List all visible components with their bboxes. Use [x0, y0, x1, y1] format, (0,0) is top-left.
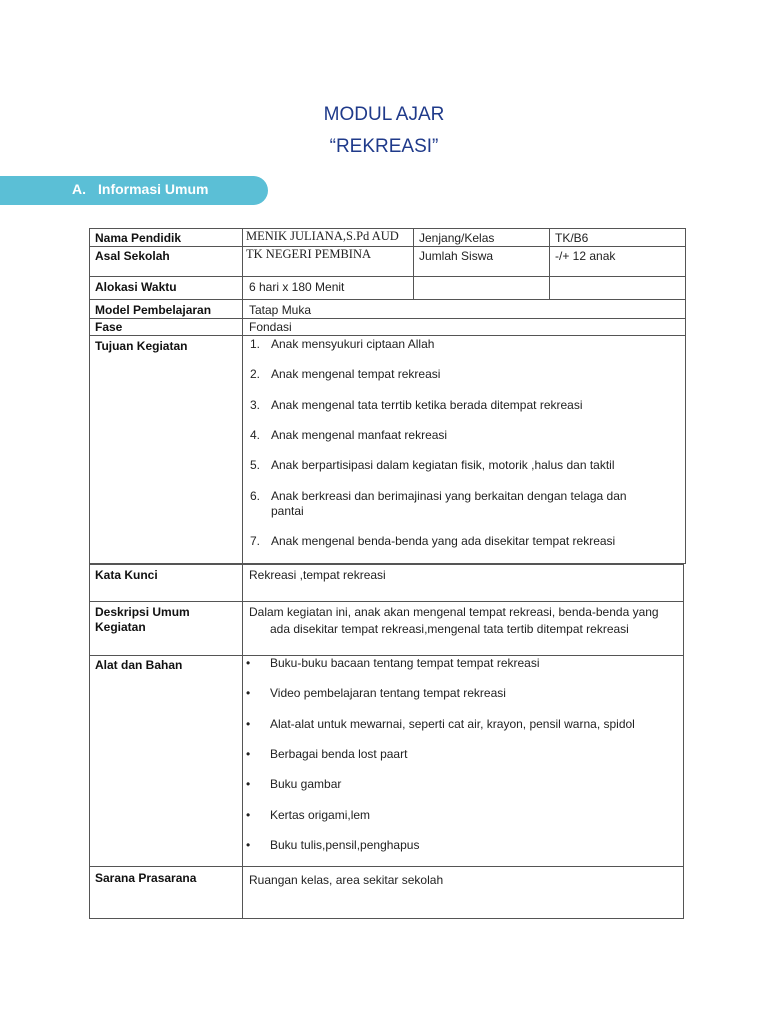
list-item-number: 2. [250, 367, 261, 381]
model-value: Tatap Muka [249, 303, 312, 317]
list-item-number: 4. [250, 428, 261, 442]
list-item-continuation: pantai [271, 504, 304, 518]
list-item-number: 1. [250, 337, 261, 351]
kata-kunci-label: Kata Kunci [95, 568, 158, 582]
list-item: Anak berkreasi dan berimajinasi yang berkaitan dengan telaga dan [271, 489, 627, 503]
list-item: Anak mengenal tempat rekreasi [271, 367, 441, 381]
fase-value: Fondasi [249, 320, 292, 334]
jumlah-siswa-label: Jumlah Siswa [419, 249, 494, 263]
alokasi-value: 6 hari x 180 Menit [249, 280, 345, 294]
list-item: Alat-alat untuk mewarnai, seperti cat air, krayon, pensil warna, spidol [270, 717, 635, 731]
nama-pendidik-label: Nama Pendidik [95, 231, 182, 245]
page-subtitle: “REKREASI” [329, 136, 439, 157]
list-item: Berbagai benda lost paart [270, 747, 408, 761]
sarana-value: Ruangan kelas, area sekitar sekolah [249, 873, 444, 887]
list-item-number: 5. [250, 458, 261, 472]
deskripsi-line2: ada disekitar tempat rekreasi,mengenal tata tertib ditempat rekreasi [270, 622, 629, 636]
jenjang-value: TK/B6 [555, 231, 589, 245]
list-item: Kertas origami,lem [270, 808, 371, 822]
kata-kunci-value: Rekreasi ,tempat rekreasi [249, 568, 386, 582]
bullet: • [246, 838, 251, 852]
list-item-number: 3. [250, 398, 261, 412]
tujuan-label: Tujuan Kegiatan [95, 339, 188, 353]
deskripsi-label-line1: Deskripsi Umum [95, 605, 190, 619]
bullet: • [246, 747, 251, 761]
deskripsi-line1: Dalam kegiatan ini, anak akan mengenal tempat rekreasi, benda-benda yang [249, 605, 659, 619]
bullet: • [246, 656, 251, 670]
list-item: Video pembelajaran tentang tempat rekreasi [270, 686, 506, 700]
section-label: Informasi Umum [98, 181, 209, 197]
deskripsi-label-line2: Kegiatan [95, 620, 146, 634]
model-label: Model Pembelajaran [95, 303, 212, 317]
list-item: Buku gambar [270, 777, 342, 791]
list-item-number: 6. [250, 489, 261, 503]
bullet: • [246, 777, 251, 791]
sarana-label: Sarana Prasarana [95, 871, 197, 885]
bullet: • [246, 717, 251, 731]
list-item-number: 7. [250, 534, 261, 548]
asal-sekolah-value: TK NEGERI PEMBINA [246, 247, 371, 261]
nama-pendidik-value: MENIK JULIANA,S.Pd AUD [246, 229, 399, 243]
fase-label: Fase [95, 320, 123, 334]
jumlah-siswa-value: -/+ 12 anak [555, 249, 616, 263]
list-item: Anak berpartisipasi dalam kegiatan fisik, motorik ,halus dan taktil [271, 458, 615, 472]
bullet: • [246, 808, 251, 822]
list-item: Anak mengenal tata terrtib ketika berada ditempat rekreasi [271, 398, 583, 412]
list-item: Anak mensyukuri ciptaan Allah [271, 337, 435, 351]
alokasi-label: Alokasi Waktu [95, 280, 177, 294]
asal-sekolah-label: Asal Sekolah [95, 249, 170, 263]
list-item: Anak mengenal manfaat rekreasi [271, 428, 448, 442]
list-item: Anak mengenal benda-benda yang ada disekitar tempat rekreasi [271, 534, 616, 548]
section-letter: A. [72, 181, 86, 197]
list-item: Buku-buku bacaan tentang tempat tempat rekreasi [270, 656, 540, 670]
page-title: MODUL AJAR [323, 104, 445, 125]
jenjang-label: Jenjang/Kelas [419, 231, 495, 245]
section-header [0, 176, 268, 205]
bullet: • [246, 686, 251, 700]
list-item: Buku tulis,pensil,penghapus [270, 838, 420, 852]
alat-label: Alat dan Bahan [95, 658, 183, 672]
